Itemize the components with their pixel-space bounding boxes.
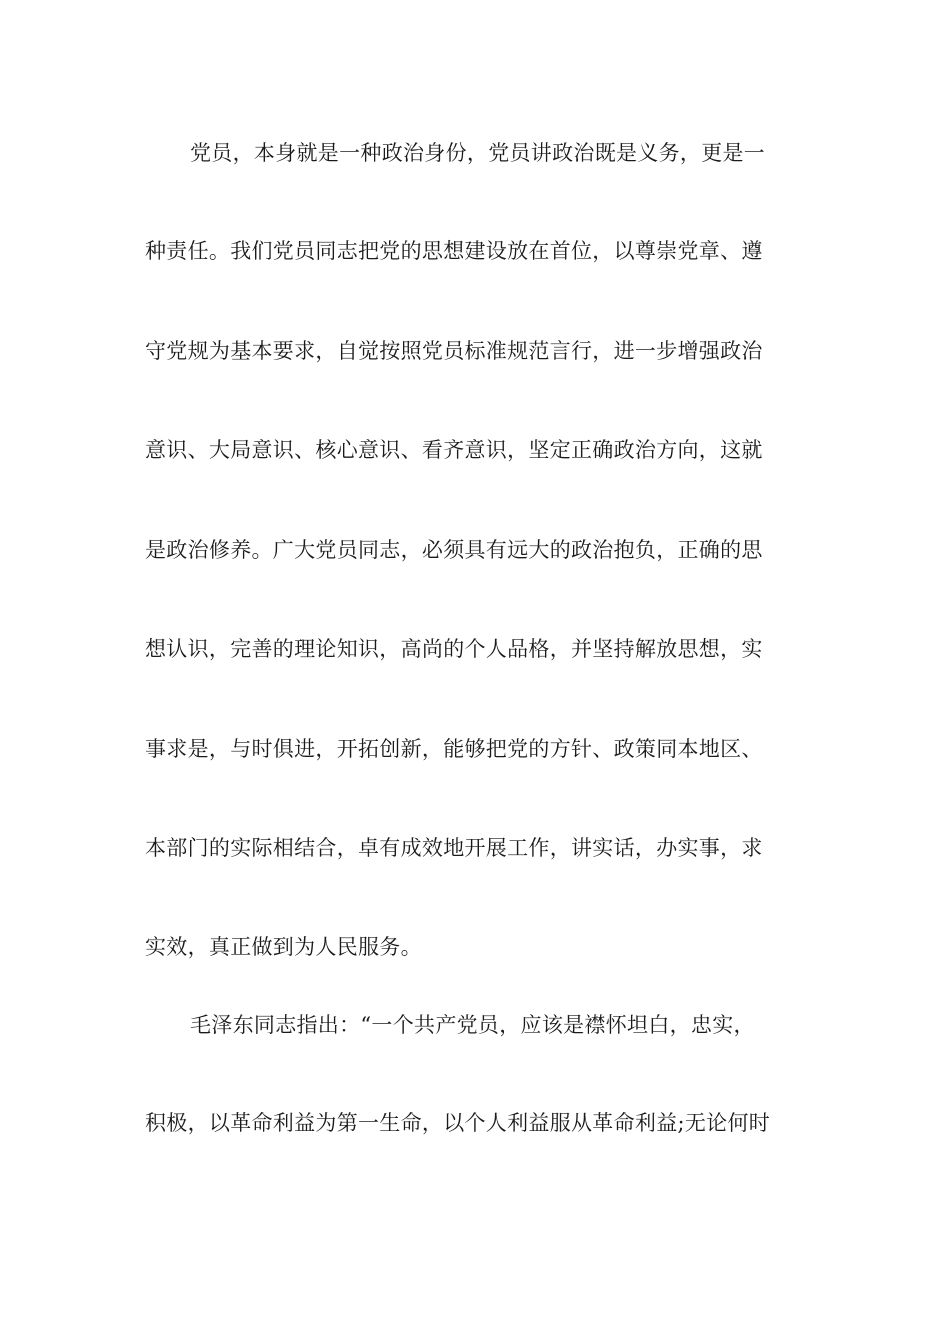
paragraph-2-line-1: 毛泽东同志指出：“一个共产党员，应该是襟怀坦白，忠实， [190, 1013, 755, 1037]
paragraph-1-line-8: 本部门的实际相结合，卓有成效地开展工作，讲实话，办实事，求 [145, 836, 763, 860]
paragraph-2-line-2: 积极，以革命利益为第一生命，以个人利益服从革命利益;无论何时 [145, 1111, 771, 1135]
paragraph-1-line-2: 种责任。我们党员同志把党的思想建设放在首位，以尊崇党章、遵 [145, 239, 763, 263]
paragraph-1-line-7: 事求是，与时俱进，开拓创新，能够把党的方针、政策同本地区、 [145, 737, 763, 761]
paragraph-1-line-6: 想认识，完善的理论知识，高尚的个人品格，并坚持解放思想，实 [145, 637, 763, 661]
paragraph-1-line-9: 实效，真正做到为人民服务。 [145, 935, 422, 959]
paragraph-1-line-4: 意识、大局意识、核心意识、看齐意识，坚定正确政治方向，这就 [145, 438, 763, 462]
paragraph-1-line-1: 党员，本身就是一种政治身份，党员讲政治既是义务，更是一 [190, 141, 766, 165]
paragraph-1-line-5: 是政治修养。广大党员同志，必须具有远大的政治抱负，正确的思 [145, 538, 763, 562]
paragraph-1-line-3: 守党规为基本要求，自觉按照党员标准规范言行，进一步增强政治 [145, 339, 763, 363]
